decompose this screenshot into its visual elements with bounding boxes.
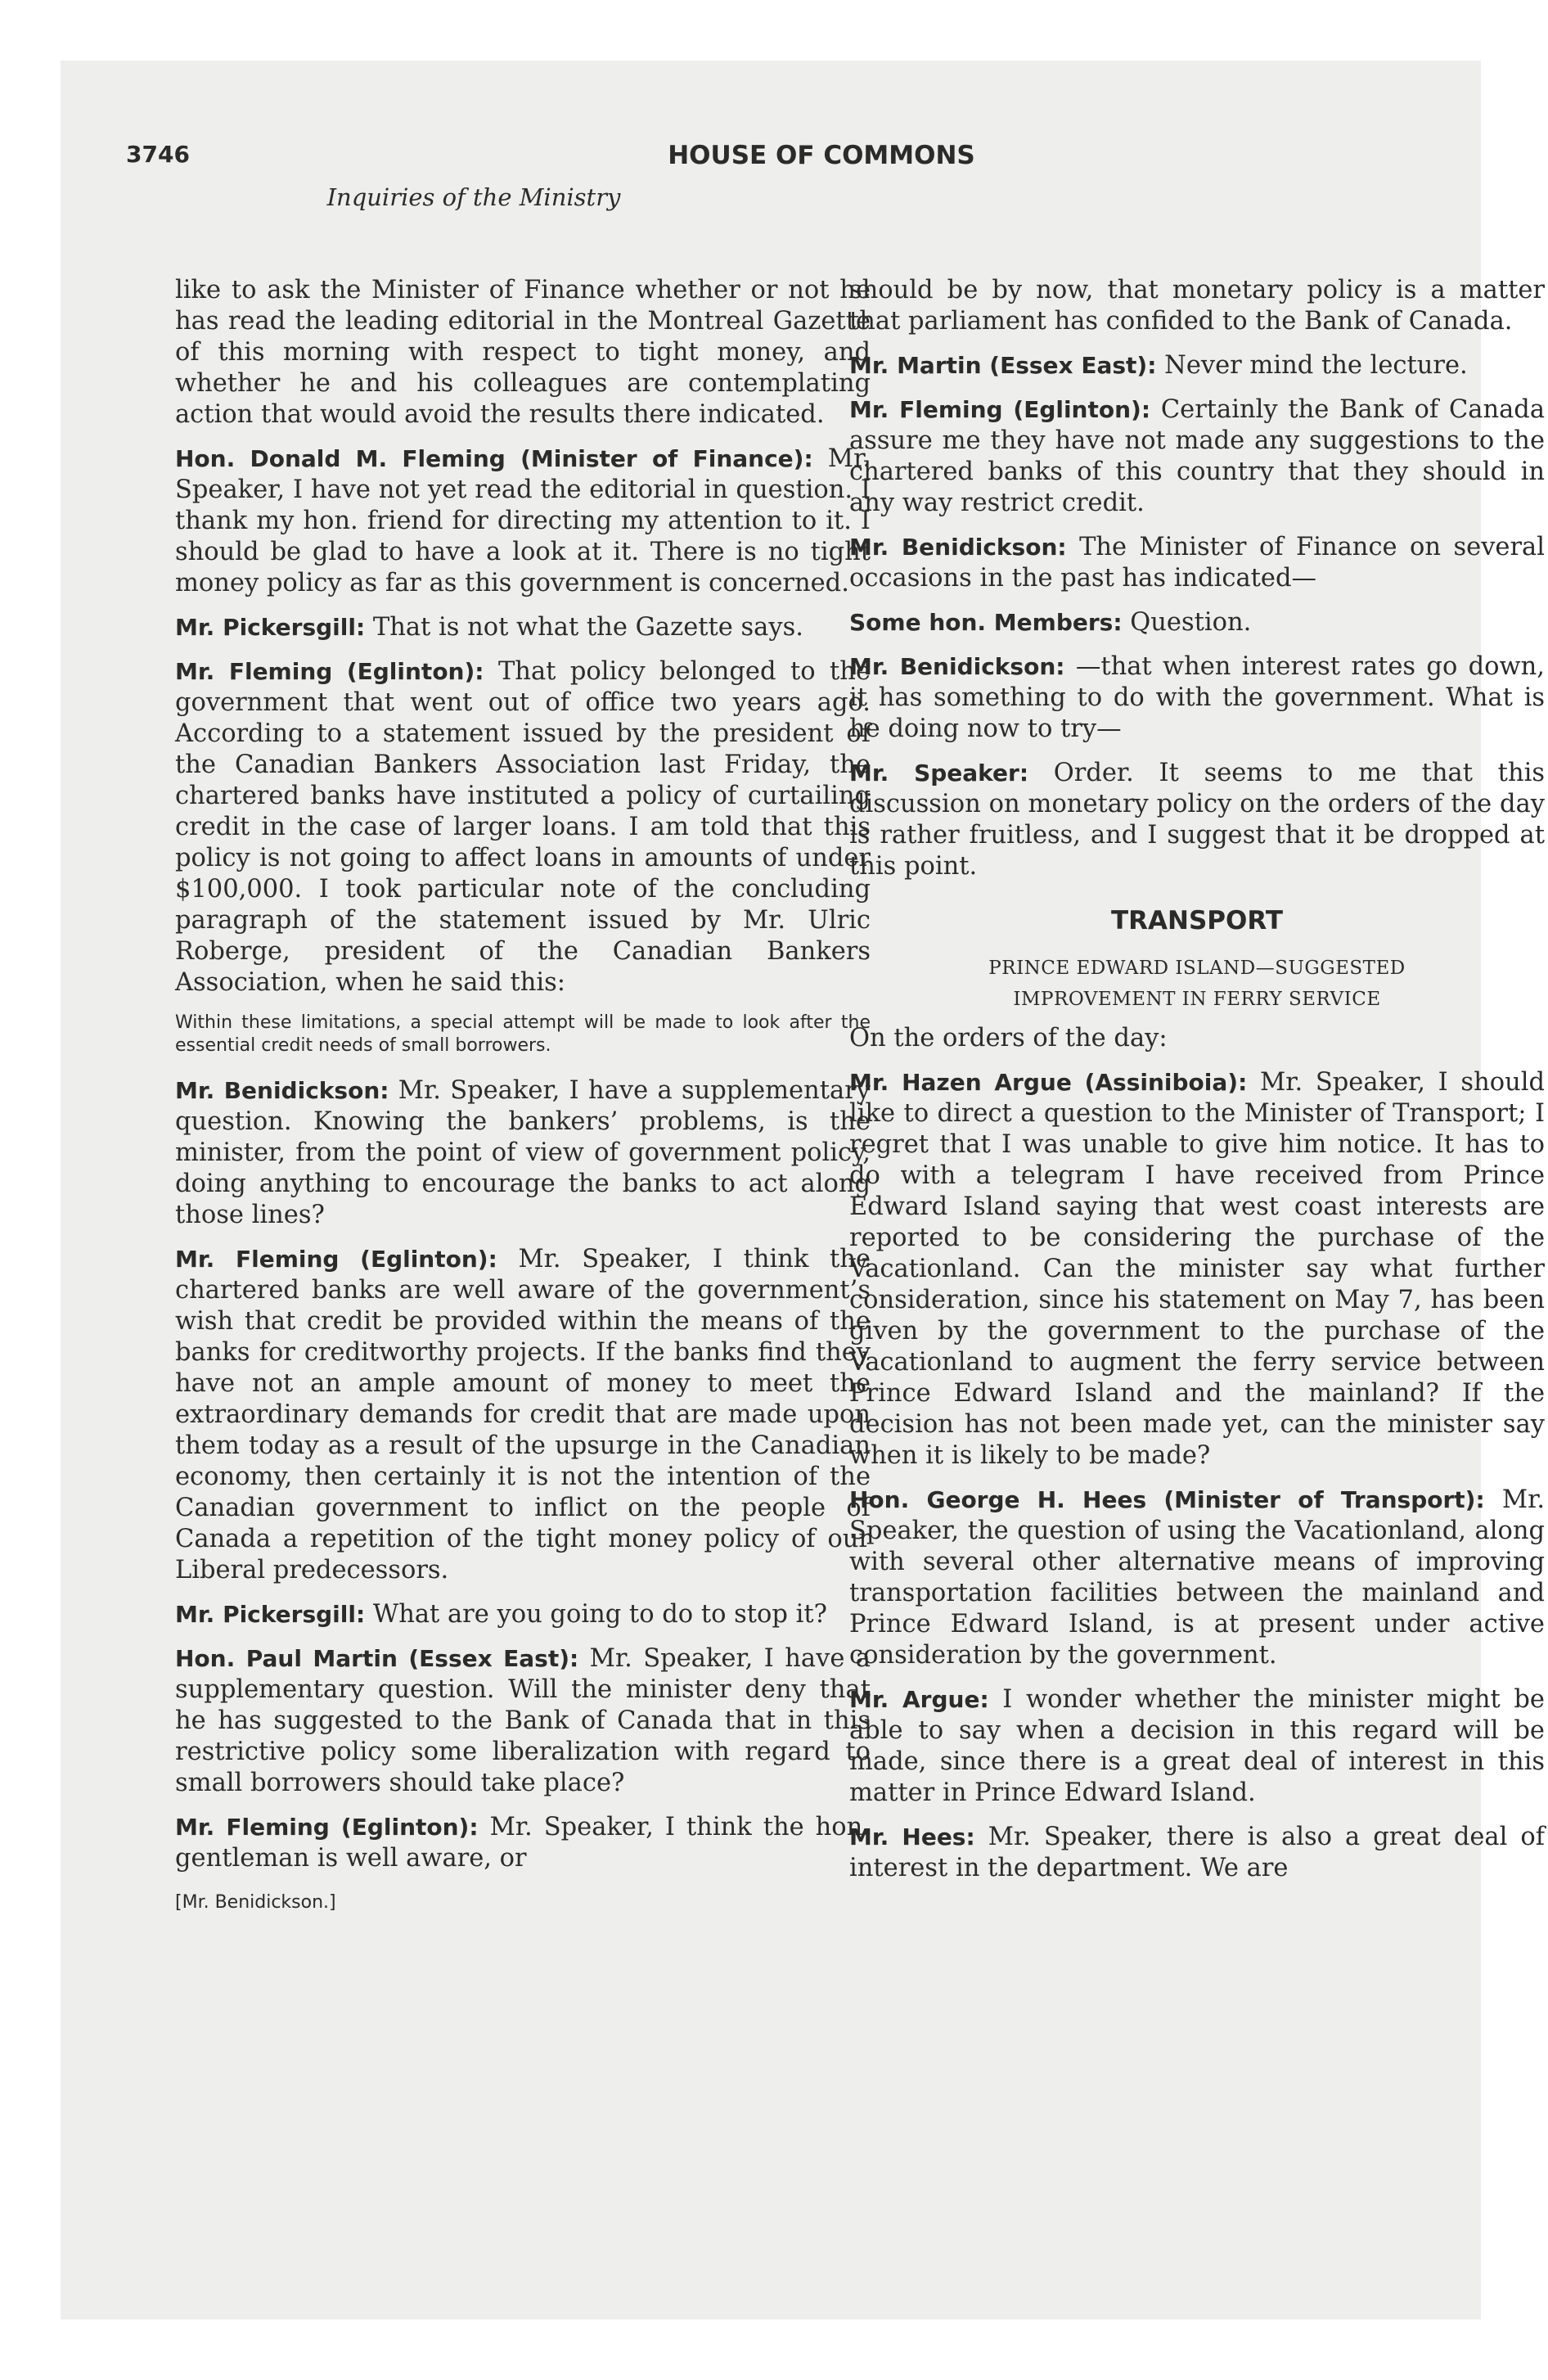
paragraph: Mr. Pickersgill: What are you going to do to stop it? <box>175 1600 827 1629</box>
paragraph: Mr. Benidickson: —that when interest rates go down, it has something to do with the government. What is he doing now to try— <box>849 652 1545 743</box>
subsection-title-line: PRINCE EDWARD ISLAND—SUGGESTED <box>988 958 1406 979</box>
paragraph: Hon. Paul Martin (Essex East): Mr. Speaker, I have a supplementary question. Will the minister deny that he has suggested to the Bank of Canada that in this restrictive policy some liberalization with regard to small borrowers should take place? <box>175 1644 871 1797</box>
left-column <box>175 275 871 1931</box>
subsection-title <box>849 953 1545 1015</box>
page-number: 3746 <box>126 141 190 168</box>
paragraph: Mr. Hees: Mr. Speaker, there is also a great deal of interest in the department. We are <box>849 1823 1546 1882</box>
speaker-name: Mr. Fleming (Eglinton): <box>175 1814 479 1841</box>
speaker-footer-note: [Mr. Benidickson.] <box>175 1892 336 1913</box>
paragraph: Mr. Fleming (Eglinton): That policy belonged to the government that went out of office two years ago. According to a statement issued by the president of the Canadian Bankers Association last Friday, the chartered banks have instituted a policy of curtailing credit in the case of larger loans. I am told that this policy is not going to affect loans in amounts of under $100,000. I took particular note of the concluding paragraph of the statement issued by Mr. Ulric Roberge, president of the Canadian Bankers Association, when he said this: <box>175 657 871 997</box>
paragraph: Some hon. Members: Question. <box>849 608 1252 637</box>
speaker-name: Mr. Fleming (Eglinton): <box>849 396 1151 423</box>
speaker-name: Mr. Benidickson: <box>175 1077 389 1104</box>
paragraph: Mr. Fleming (Eglinton): Mr. Speaker, I think the hon. gentleman is well aware, or <box>175 1813 871 1873</box>
speaker-name: Mr. Pickersgill: <box>175 1601 366 1628</box>
paragraph: Mr. Benidickson: Mr. Speaker, I have a supplementary question. Knowing the bankers’ problems, is the minister, from the point of view of government policy, doing anything to encourage the banks to act along those lines? <box>175 1076 871 1229</box>
section-title: TRANSPORT <box>1111 906 1283 935</box>
paragraph: should be by now, that monetary policy is a matter that parliament has confided to the Bank of Canada. <box>849 276 1545 336</box>
subsection-title-line: IMPROVEMENT IN FERRY SERVICE <box>1013 989 1381 1010</box>
speaker-name: Mr. Martin (Essex East): <box>849 352 1157 379</box>
speaker-name: Mr. Hazen Argue (Assiniboia): <box>849 1069 1248 1096</box>
speaker-name: Mr. Hees: <box>849 1823 975 1850</box>
paragraph: Mr. Speaker: Order. It seems to me that this discussion on monetary policy on the orders of the day is rather fruitless, and I suggest that it be dropped at this point. <box>849 759 1545 881</box>
paragraph: Hon. George H. Hees (Minister of Transport): Mr. Speaker, the question of using the Vacationland, along with several other alternative means of improving transportation facilities between the mainland and Prince Edward Island, is at present under active consideration by the government. <box>849 1485 1546 1670</box>
paragraph: Hon. Donald M. Fleming (Minister of Finance): Mr. Speaker, I have not yet read the editorial in question. I thank my hon. friend for directing my attention to it. I should be glad to have a look at it. There is no tight money policy as far as this government is concerned. <box>175 444 871 597</box>
paragraph: Mr. Benidickson: The Minister of Finance on several occasions in the past has indicated— <box>849 533 1545 593</box>
speaker-name: Mr. Fleming (Eglinton): <box>175 658 484 685</box>
speaker-name: Mr. Fleming (Eglinton): <box>175 1246 497 1273</box>
right-column <box>849 275 1545 1897</box>
paragraph: Mr. Martin (Essex East): Never mind the lecture. <box>849 351 1468 380</box>
speaker-name: Mr. Pickersgill: <box>175 614 366 641</box>
speaker-name: Hon. Donald M. Fleming (Minister of Finance): <box>175 445 813 472</box>
speaker-name: Hon. George H. Hees (Minister of Transport): <box>849 1486 1485 1513</box>
speaker-name: Mr. Benidickson: <box>849 534 1067 561</box>
speaker-name: Hon. Paul Martin (Essex East): <box>175 1645 579 1672</box>
paragraph: Mr. Hazen Argue (Assiniboia): Mr. Speaker, I should like to direct a question to the Minister of Transport; I regret that I was unable to give him notice. It has to do with a telegram I have received from Prince Edward Island saying that west coast interests are reported to be considering the purchase of the Vacationland. Can the minister say what further consideration, since his statement on May 7, has been given by the government to the purchase of the Vacationland to augment the ferry service between Prince Edward Island and the mainland? If the decision has not been made yet, can the minister say when it is likely to be made? <box>849 1068 1546 1470</box>
speaker-name: Mr. Speaker: <box>849 760 1029 787</box>
speaker-name: Mr. Benidickson: <box>849 653 1065 680</box>
paragraph: Mr. Fleming (Eglinton): Certainly the Bank of Canada assure me they have not made any suggestions to the chartered banks of this country that they should in any way restrict credit. <box>849 395 1546 517</box>
page-sheet <box>61 61 1546 2319</box>
running-title: HOUSE OF COMMONS <box>668 141 975 170</box>
paragraph: Mr. Pickersgill: That is not what the Gazette says. <box>175 613 803 642</box>
speaker-name: Some hon. Members: <box>849 609 1123 636</box>
paragraph: Mr. Fleming (Eglinton): Mr. Speaker, I think the chartered banks are well aware of the government’s wish that credit be provided within the means of the banks for creditworthy projects. If the banks find they have not an ample amount of money to meet the extraordinary demands for credit that are made upon them today as a result of the upsurge in the Canadian economy, then certainly it is not the intention of the Canadian government to inflict on the people of Canada a repetition of the tight money policy of our Liberal predecessors. <box>175 1245 871 1584</box>
section-subheader: Inquiries of the Ministry <box>326 183 621 211</box>
block-quote: Within these limitations, a special attempt will be made to look after the essential credit needs of small borrowers. <box>175 1012 871 1056</box>
speaker-name: Mr. Argue: <box>849 1686 989 1713</box>
paragraph: Mr. Argue: I wonder whether the minister might be able to say when a decision in this regard will be made, since there is a great deal of interest in this matter in Prince Edward Island. <box>849 1685 1545 1807</box>
page-header <box>126 141 1517 182</box>
paragraph: On the orders of the day: <box>849 1024 1168 1053</box>
paragraph: like to ask the Minister of Finance whether or not he has read the leading editorial in the Montreal Gazette of this morning with respect to tight money, and whether he and his colleagues are contemplating action that would avoid the results there indicated. <box>175 276 871 429</box>
